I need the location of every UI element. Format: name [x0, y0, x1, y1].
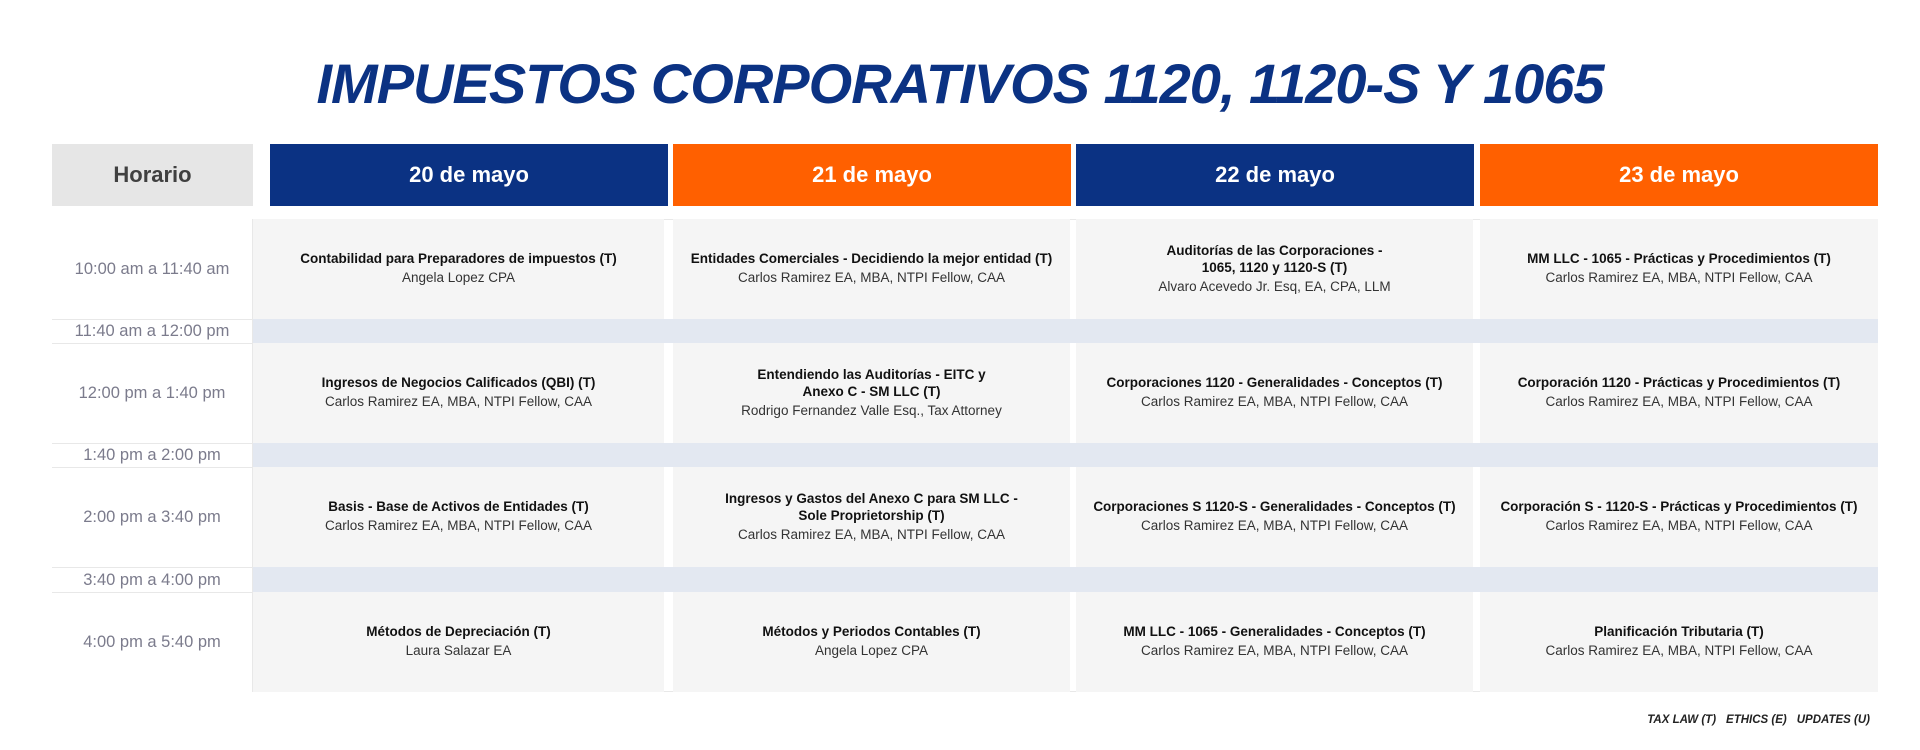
- session-speaker: Carlos Ramirez EA, MBA, NTPI Fellow, CAA: [1140, 518, 1409, 533]
- session-title: Basis - Base de Activos de Entidades (T): [328, 499, 589, 514]
- session-title: MM LLC - 1065 - Prácticas y Procedimientos (T): [1527, 251, 1831, 266]
- session-title: Ingresos y Gastos del Anexo C para SM LLC - Sole Proprietorship (T): [725, 490, 1018, 523]
- day-header: 22 de mayo: [1076, 144, 1474, 206]
- session-cell: [673, 467, 1070, 567]
- break-bar: [253, 443, 1878, 467]
- session-speaker: Carlos Ramirez EA, MBA, NTPI Fellow, CAA: [737, 526, 1006, 542]
- day-header: 21 de mayo: [673, 144, 1071, 206]
- session-speaker: Carlos Ramirez EA, MBA, NTPI Fellow, CAA: [1545, 394, 1813, 409]
- session-speaker: Rodrigo Fernandez Valle Esq., Tax Attorney: [741, 402, 1002, 418]
- break-bar: [253, 319, 1878, 343]
- session-speaker: Alvaro Acevedo Jr. Esq, EA, CPA, LLM: [1158, 278, 1391, 294]
- session-cell: [253, 343, 664, 443]
- session-title: Auditorías de las Corporaciones - 1065, 1120 y 1120-S (T): [1166, 242, 1383, 275]
- session-title: Planificación Tributaria (T): [1594, 624, 1764, 639]
- session-speaker: Carlos Ramirez EA, MBA, NTPI Fellow, CAA: [1140, 643, 1409, 658]
- session-title: MM LLC - 1065 - Generalidades - Conceptos (T): [1123, 624, 1426, 639]
- session-cell: [1480, 343, 1878, 443]
- session-speaker: Carlos Ramirez EA, MBA, NTPI Fellow, CAA: [1545, 518, 1813, 533]
- session-title: Ingresos de Negocios Calificados (QBI) (T): [321, 375, 596, 390]
- break-time-label: 3:40 pm a 4:00 pm: [52, 567, 253, 592]
- horario-header: Horario: [52, 144, 253, 206]
- break-time-label: 11:40 am a 12:00 pm: [52, 319, 253, 343]
- legend-item: ETHICS (E): [1726, 714, 1787, 726]
- session-cell: [1480, 592, 1878, 692]
- session-cell: [1480, 219, 1878, 319]
- session-speaker: Carlos Ramirez EA, MBA, NTPI Fellow, CAA: [1545, 270, 1813, 285]
- session-title: Entidades Comerciales - Decidiendo la mejor entidad (T): [690, 251, 1053, 266]
- session-speaker: Carlos Ramirez EA, MBA, NTPI Fellow, CAA: [324, 518, 593, 533]
- session-time-label: 4:00 pm a 5:40 pm: [52, 592, 253, 692]
- session-time-label: 12:00 pm a 1:40 pm: [52, 343, 253, 443]
- session-speaker: Angela Lopez CPA: [401, 270, 516, 285]
- session-time-label: 10:00 am a 11:40 am: [52, 219, 253, 319]
- session-speaker: Angela Lopez CPA: [814, 643, 929, 658]
- session-cell: [673, 219, 1070, 319]
- session-cell: [253, 467, 664, 567]
- session-title: Métodos y Periodos Contables (T): [762, 624, 981, 639]
- session-title: Corporación S - 1120-S - Prácticas y Procedimientos (T): [1500, 499, 1858, 514]
- session-cell: [1076, 343, 1473, 443]
- break-time-label: 1:40 pm a 2:00 pm: [52, 443, 253, 467]
- break-bar: [253, 567, 1878, 592]
- session-speaker: Carlos Ramirez EA, MBA, NTPI Fellow, CAA: [1140, 394, 1409, 409]
- page-title: IMPUESTOS CORPORATIVOS 1120, 1120-S Y 1065: [316, 52, 1604, 115]
- session-title: Entendiendo las Auditorías - EITC y Anexo C - SM LLC (T): [757, 366, 986, 399]
- session-cell: [253, 592, 664, 692]
- session-speaker: Carlos Ramirez EA, MBA, NTPI Fellow, CAA: [324, 394, 593, 409]
- session-speaker: Carlos Ramirez EA, MBA, NTPI Fellow, CAA: [1545, 643, 1813, 658]
- session-title: Corporaciones S 1120-S - Generalidades - Conceptos (T): [1093, 499, 1456, 514]
- day-header: 20 de mayo: [270, 144, 668, 206]
- session-cell: [1480, 467, 1878, 567]
- session-time-label: 2:00 pm a 3:40 pm: [52, 467, 253, 567]
- session-speaker: Carlos Ramirez EA, MBA, NTPI Fellow, CAA: [737, 270, 1006, 285]
- session-title: Corporación 1120 - Prácticas y Procedimientos (T): [1517, 375, 1841, 390]
- session-cell: [673, 343, 1070, 443]
- session-speaker: Laura Salazar EA: [405, 643, 512, 658]
- legend: [1647, 714, 1870, 726]
- session-cell: [673, 592, 1070, 692]
- legend-item: TAX LAW (T): [1647, 714, 1717, 726]
- legend-item: UPDATES (U): [1796, 714, 1870, 726]
- session-cell: [1076, 219, 1473, 319]
- session-title: Contabilidad para Preparadores de impuestos (T): [300, 251, 617, 266]
- session-cell: [1076, 592, 1473, 692]
- session-title: Corporaciones 1120 - Generalidades - Conceptos (T): [1106, 375, 1443, 390]
- session-title: Métodos de Depreciación (T): [366, 624, 551, 639]
- session-cell: [253, 219, 664, 319]
- session-cell: [1076, 467, 1473, 567]
- day-header: 23 de mayo: [1480, 144, 1878, 206]
